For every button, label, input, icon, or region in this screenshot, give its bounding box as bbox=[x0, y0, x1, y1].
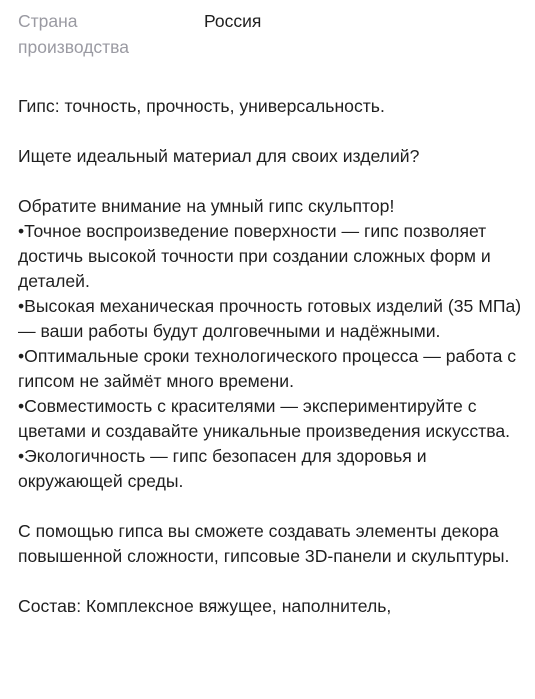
spec-row-country bbox=[18, 8, 518, 64]
feature-bullet: •Точное воспроизведение поверхности — гипс позволяет достичь высокой точности при создании сложных форм и деталей. bbox=[18, 221, 491, 291]
feature-bullet: •Экологичность — гипс безопасен для здоровья и окружающей среды. bbox=[18, 446, 427, 491]
description-intro: Обратите внимание на умный гипс скульптор! bbox=[18, 196, 395, 216]
description-composition: Состав: Комплексное вяжущее, наполнитель, bbox=[18, 596, 392, 616]
description-question: Ищете идеальный материал для своих изделий? bbox=[18, 146, 420, 166]
description-outro: С помощью гипса вы сможете создавать элементы декора повышенной сложности, гипсовые 3D-панели и скульптуры. bbox=[18, 521, 510, 566]
product-description bbox=[18, 94, 523, 619]
description-title: Гипс: точность, прочность, универсальность. bbox=[18, 96, 385, 116]
spec-value: Россия bbox=[204, 11, 262, 31]
feature-bullet: •Совместимость с красителями — экспериментируйте с цветами и создавайте уникальные произведения искусства. bbox=[18, 396, 511, 441]
feature-bullet: •Высокая механическая прочность готовых изделий (35 МПа) — ваши работы будут долговечными и надёжными. bbox=[18, 296, 522, 341]
feature-bullet: •Оптимальные сроки технологического процесса — работа с гипсом не займёт много времени. bbox=[18, 346, 517, 391]
spec-label: Страна производства bbox=[18, 11, 129, 57]
